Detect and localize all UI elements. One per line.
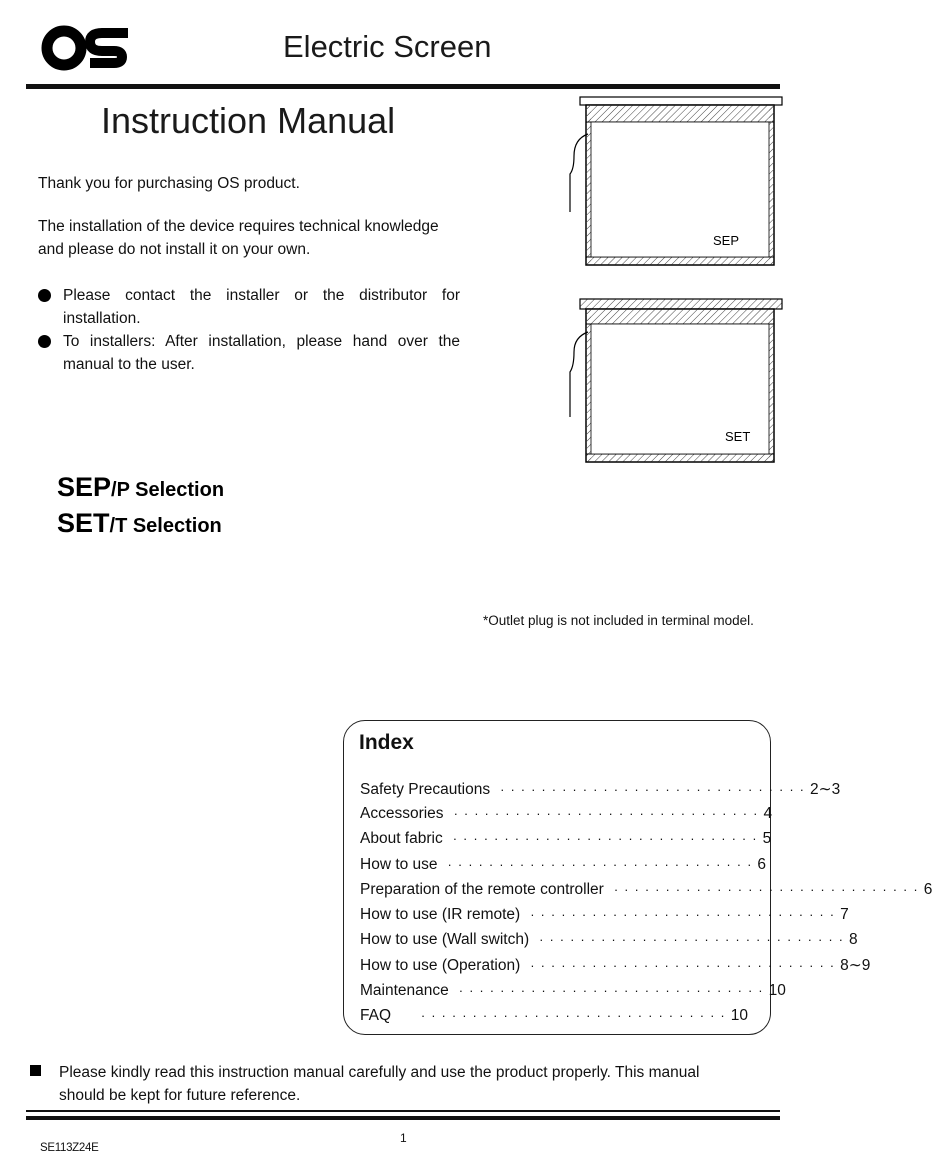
footer-rule (26, 1116, 780, 1120)
footer-note-text: Please kindly read this instruction manual carefully and use the product properly. This manual (59, 1064, 700, 1081)
index-item (360, 780, 841, 805)
index-item (360, 981, 786, 1007)
footer-rule (26, 1110, 780, 1112)
sep-figure-label: SEP (713, 233, 740, 248)
index-item-label: FAQ (360, 1006, 392, 1024)
index-item (360, 805, 773, 830)
index-leader-dots: ······························ (420, 1007, 731, 1023)
selection-suffix: /T Selection (109, 515, 222, 537)
bullet-list (38, 284, 460, 376)
index-item-label: About fabric (360, 830, 443, 848)
index-item (360, 855, 767, 881)
list-item (38, 330, 460, 376)
header-rule (26, 84, 780, 89)
footer-note-line1 (30, 1061, 772, 1084)
index-item (360, 880, 932, 906)
intro-install-line1: The installation of the device requires technical knowledge (38, 218, 439, 235)
index-item (360, 931, 858, 956)
index-leader-dots: ······························ (530, 958, 841, 974)
index-leader-dots: ······························ (453, 806, 764, 822)
selection-sep (57, 472, 224, 503)
index-item-page: 8∼9 (840, 957, 871, 975)
bullet-dot-icon (38, 335, 51, 348)
index-item (360, 1007, 748, 1032)
index-item-label: How to use (Wall switch) (360, 931, 530, 949)
index-item-label: Safety Precautions (360, 781, 491, 798)
bullet-text: To installers: After installation, please hand over the manual to the user. (63, 333, 460, 373)
index-item (360, 830, 772, 855)
index-item-page: 10 (730, 1006, 748, 1024)
outlet-note: *Outlet plug is not included in terminal model. (483, 613, 754, 628)
index-item-page: 6 (757, 855, 767, 873)
document-code: SE113Z24E (40, 1142, 99, 1154)
sep-screen-illustration (570, 97, 782, 265)
selection-model: SEP (57, 472, 112, 502)
set-figure-label: SET (725, 429, 751, 444)
bullet-text: Please contact the installer or the distributor for installation. (63, 287, 460, 327)
index-item-page: 8 (848, 931, 858, 949)
index-item-page: 2∼3 (809, 781, 841, 798)
index-item-label: Accessories (360, 805, 444, 823)
index-leader-dots: ······························ (530, 906, 841, 922)
index-item-page: 4 (763, 805, 773, 823)
index-leader-dots: ······························ (613, 881, 924, 897)
index-item (360, 905, 849, 931)
index-item-label: Maintenance (360, 981, 449, 999)
index-title: Index (359, 731, 414, 754)
index-item-page: 7 (840, 905, 849, 923)
index-leader-dots: ······························ (447, 856, 758, 872)
index-item-page: 6 (923, 880, 932, 898)
selection-suffix: /P Selection (111, 479, 225, 501)
intro-thanks: Thank you for purchasing OS product. (38, 175, 300, 192)
index-leader-dots: ······························ (458, 982, 769, 998)
selection-model: SET (57, 508, 110, 538)
page-number: 1 (400, 1131, 407, 1145)
index-item-label: How to use (IR remote) (360, 905, 521, 923)
index-leader-dots: ······························ (539, 932, 849, 948)
footer-note (30, 1061, 772, 1107)
index-leader-dots: ······························ (500, 782, 810, 797)
index-item (360, 956, 871, 981)
intro-install (38, 215, 468, 261)
os-logo (40, 22, 134, 74)
index-item-label: How to use (Operation) (360, 957, 521, 975)
bullet-dot-icon (38, 289, 51, 302)
footer-note-line2: should be kept for future reference. (59, 1087, 301, 1104)
index-item-label: How to use (360, 855, 438, 873)
index-leader-dots: ······························ (452, 831, 763, 847)
index-list (360, 780, 932, 1032)
index-item-label: Preparation of the remote controller (360, 880, 604, 898)
header-title: Electric Screen (283, 29, 492, 64)
list-item (38, 284, 460, 330)
index-item-page: 5 (762, 830, 772, 848)
selection-set (57, 508, 222, 539)
square-bullet-icon (30, 1065, 41, 1076)
page-title: Instruction Manual (101, 100, 396, 141)
screen-figures (566, 94, 796, 474)
index-item-page: 10 (768, 981, 786, 999)
intro-install-line2: and please do not install it on your own. (38, 241, 311, 258)
